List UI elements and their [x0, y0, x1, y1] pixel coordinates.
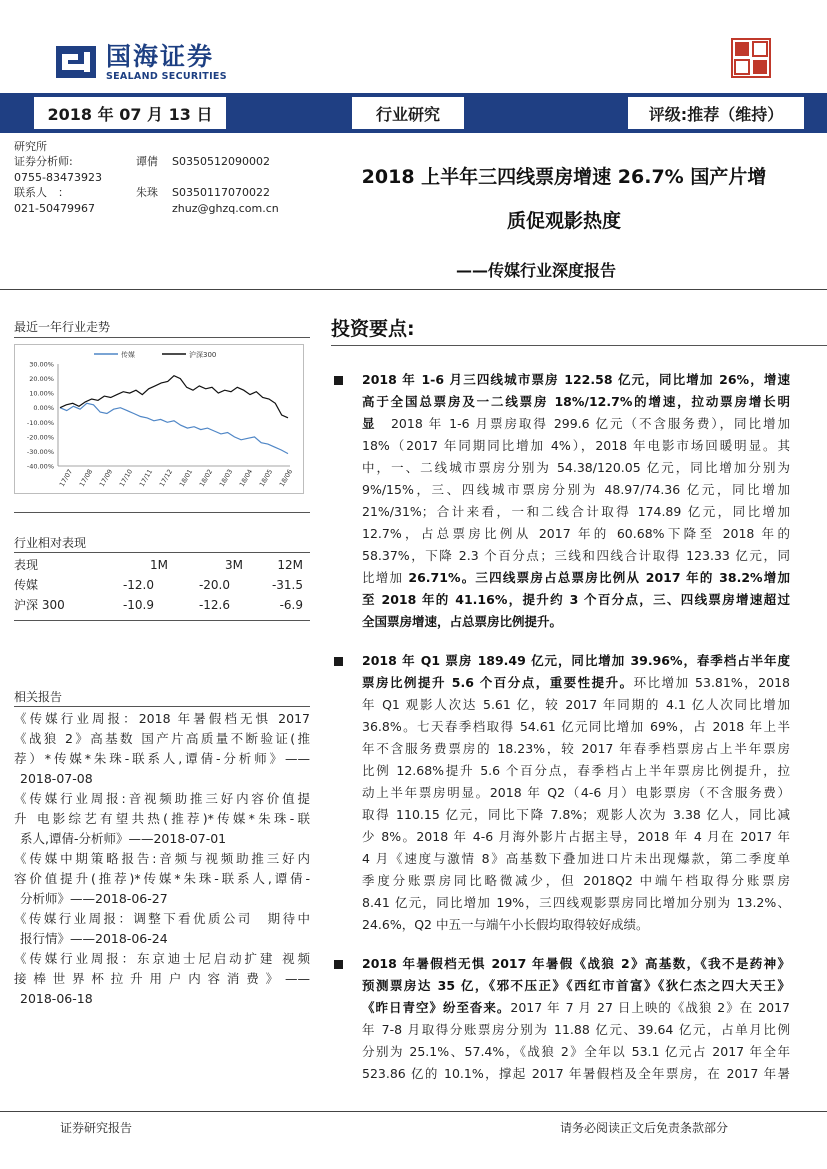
- body-text: 4 月《速度与激情 8》高基数下叠加进口片未出现爆款，第二季度单: [362, 851, 790, 866]
- x-tick-label: 18/06: [277, 467, 295, 489]
- paragraph-line: [362, 479, 790, 501]
- bold-text: 显: [362, 416, 377, 431]
- divider: [14, 552, 310, 553]
- x-tick-label: 18/04: [237, 467, 255, 489]
- related-report-line: 荐）*传媒*朱珠-联系人,谭倩-分析师》——: [14, 751, 310, 766]
- highlight-paragraph: [362, 650, 790, 936]
- brand-logo: [54, 40, 227, 84]
- body-text: 年不含服务费票房的 18.23%，较 2017 年春季档票房占上半年票房: [362, 741, 790, 756]
- y-tick-label: -10.00%: [26, 418, 54, 427]
- body-text: 24.6%，Q2 中五一与端午小长假均取得较好成绩。: [362, 917, 649, 932]
- series-line: [60, 376, 288, 418]
- x-tick-label: 18/03: [217, 467, 235, 489]
- paragraph-line: [362, 435, 790, 457]
- brand-name-cn: 国海证券: [106, 41, 215, 71]
- y-tick-label: -30.00%: [26, 447, 54, 456]
- bullet-icon: [334, 960, 343, 969]
- bullet-icon: [334, 376, 343, 385]
- body-text: 季度分账票房同比略微减少，但 2018Q2 中端午档取得分账票房: [362, 873, 790, 888]
- research-seal-icon: [731, 38, 771, 78]
- paragraph-line: [362, 457, 790, 479]
- paragraph-line: [362, 1041, 790, 1063]
- paragraph-line: [362, 694, 790, 716]
- paragraph-line: [362, 997, 790, 1019]
- paragraph-line: [362, 413, 790, 435]
- body-text: 比例 12.68%提升 5.6 个百分点，春季档占上半年票房比例提升，拉: [362, 763, 790, 778]
- contact-row: 0755-83473923: [14, 170, 102, 184]
- email-link[interactable]: zhuz@ghzq.com.cn: [172, 201, 279, 215]
- paragraph-line: [362, 738, 790, 760]
- x-tick-label: 17/09: [97, 467, 115, 489]
- x-tick-label: 17/08: [77, 467, 95, 489]
- report-category: 行业研究: [352, 97, 464, 129]
- x-tick-label: 17/07: [57, 467, 75, 489]
- body-text: 8.41 亿元，同比增加 19%，三四线观影票房同比增加分别为 13.2%、: [362, 895, 790, 910]
- paragraph-line: [362, 1019, 790, 1041]
- paragraph-line: [362, 1063, 790, 1085]
- x-tick-label: 18/02: [197, 467, 215, 489]
- footer-disclaimer: 请务必阅读正文后免责条款部分: [560, 1121, 729, 1135]
- paragraph-line: [362, 826, 790, 848]
- paragraph-line: [362, 611, 790, 633]
- body-text: 58.37%，下降 2.3 个百分点；三线和四线合计取得 123.33 亿元，同: [362, 548, 790, 563]
- body-text: 2017 年 7 月 27 日上映的《战狼 2》在 2017: [510, 1000, 790, 1015]
- body-text: 取得 110.15 亿元，同比下降 7.8%；观影人次为 3.38 亿人，同比减: [362, 807, 790, 822]
- related-report-line: 容价值提升(推荐)*传媒*朱珠-联系人,谭倩-: [14, 871, 310, 886]
- paragraph-line: [362, 804, 790, 826]
- paragraph-line: [362, 672, 790, 694]
- body-text: 523.86 亿的 10.1%，撑起 2017 年暑假档及全年票房，在 2017 年暑: [362, 1066, 790, 1081]
- related-report-line: 《传媒行业周报：2018 年暑假档无惧 2017: [14, 711, 310, 726]
- highlight-paragraph: [362, 369, 790, 633]
- y-tick-label: 0.00%: [33, 404, 54, 413]
- y-tick-label: -40.00%: [26, 462, 54, 471]
- related-report-line: 《传媒中期策略报告:音频与视频助推三好内: [14, 851, 310, 866]
- x-tick-label: 18/01: [177, 467, 195, 489]
- report-rating: 评级:推荐（维持）: [628, 97, 804, 129]
- related-report-line: 系人,谭倩-分析师》——2018-07-01: [20, 831, 227, 846]
- bold-text: 高于全国总票房及一二线票房 18%/12.7%的增速，拉动票房增长明: [362, 394, 790, 409]
- sealand-logo-icon: [54, 42, 98, 82]
- y-tick-label: -20.00%: [26, 433, 54, 442]
- body-text: 动上半年票房明显。2018 年 Q2（4-6 月）电影票房（不含服务费）: [362, 785, 790, 800]
- bold-text: 预测票房达 35 亿，《邪不压正》《西红市首富》《狄仁杰之四大天王》: [362, 978, 790, 993]
- body-text: 9%/15%，三、四线城市票房分别为 48.97/74.36 亿元，同比增加: [362, 482, 790, 497]
- bold-text: 2018 年 1-6 月三四线城市票房 122.58 亿元，同比增加 26%，增速: [362, 372, 790, 387]
- related-report-line: 《传媒行业周报：东京迪士尼启动扩建 视频: [14, 951, 310, 966]
- analyst-contacts: [14, 139, 279, 216]
- series-line: [60, 403, 288, 453]
- related-report-line: 2018-06-18: [20, 991, 93, 1006]
- table-row: 沪深 300 -10.9 -12.6 -6.9: [14, 598, 303, 612]
- highlight-paragraph: [362, 953, 790, 1085]
- paragraph-line: [362, 501, 790, 523]
- paragraph-line: [362, 716, 790, 738]
- paragraph-line: [362, 589, 790, 611]
- body-text: 年 7-8 月取得分账票房分别为 11.88 亿元、39.64 亿元，占单月比例: [362, 1022, 790, 1037]
- body-text: 年 Q1 观影人次达 5.61 亿，较 2017 年同期的 4.1 亿人次同比增加: [362, 697, 790, 712]
- related-report-line: 接棒世界杯拉升用户内容消费》——: [14, 971, 310, 986]
- paragraph-line: [362, 870, 790, 892]
- paragraph-line: [362, 848, 790, 870]
- y-tick-label: 10.00%: [29, 389, 54, 398]
- paragraph-line: [362, 782, 790, 804]
- report-date: 2018 年 07 月 13 日: [34, 97, 226, 129]
- bold-text: 至 2018 年的 41.16%，提升约 3 个百分点，三、四线票房增速超过: [362, 592, 790, 607]
- footer-label: 证券研究报告: [60, 1121, 133, 1135]
- paragraph-line: [362, 545, 790, 567]
- bold-text: 2018 年 Q1 票房 189.49 亿元，同比增加 39.96%，春季档占半年度: [362, 653, 790, 668]
- contact-row: 联系人 ： 朱珠 S0350117070022: [14, 186, 270, 200]
- body-text: 12.7%，占总票房比例从 2017 年的 60.68%下降至 2018 年的: [362, 526, 790, 541]
- bullet-icon: [334, 657, 343, 666]
- related-report-line: 报行情》——2018-06-24: [20, 931, 168, 946]
- report-subtitle: ——传媒行业深度报告: [456, 261, 617, 280]
- divider: [14, 512, 310, 513]
- performance-label: 行业相对表现: [14, 536, 87, 550]
- divider: [14, 620, 310, 621]
- bold-text: 全国票房增速，占总票房比例提升。: [362, 614, 563, 629]
- x-tick-label: 17/12: [157, 467, 175, 489]
- related-reports-list: [14, 709, 310, 1009]
- investment-highlights-heading: 投资要点:: [331, 318, 415, 340]
- body-text: 分别为 25.1%、57.4%，《战狼 2》全年以 53.1 亿元占 2017 年全年: [362, 1044, 790, 1059]
- dept-label: 研究所: [14, 140, 47, 153]
- table-header-row: 表现 1M 3M 12M: [14, 558, 303, 572]
- body-text: 18%（2017 年同期同比增加 4%），2018 年电影市场回暖明显。其: [362, 438, 790, 453]
- related-report-line: 《传媒行业周报：调整下看优质公司 期待中: [14, 911, 310, 926]
- x-tick-label: 17/10: [117, 467, 135, 489]
- related-reports-label: 相关报告: [14, 690, 63, 704]
- paragraph-line: [362, 760, 790, 782]
- legend-label: 传媒: [121, 351, 135, 359]
- contact-row: 证券分析师: 谭倩 S0350512090002: [14, 155, 270, 169]
- paragraph-line: [362, 650, 790, 672]
- paragraph-line: [362, 892, 790, 914]
- body-text: 2018 年 1-6 月票房取得 299.6 亿元（不含服务费），同比增加: [376, 416, 790, 431]
- related-report-line: 2018-07-08: [20, 771, 93, 786]
- x-tick-label: 18/05: [257, 467, 275, 489]
- report-title: 2018 上半年三四线票房增速 26.7% 国产片增 质促观影热度: [361, 166, 767, 232]
- performance-table: [14, 555, 309, 615]
- contact-row: 021-50479967 zhuz@ghzq.com.cn: [14, 201, 279, 215]
- related-report-line: 《传媒行业周报:音视频助推三好内容价值提: [14, 791, 310, 806]
- y-tick-label: 20.00%: [29, 375, 54, 384]
- bold-text: 票房比例提升 5.6 个百分点，重要性提升。: [362, 675, 634, 690]
- divider: [14, 337, 310, 338]
- related-report-line: 《战狼 2》高基数 国产片高质量不断验证(推: [14, 731, 310, 746]
- paragraph-line: [362, 523, 790, 545]
- trend-label: 最近一年行业走势: [14, 320, 111, 334]
- body-text: 环比增加 53.81%，2018: [633, 675, 790, 690]
- y-tick-label: 30.00%: [29, 360, 54, 369]
- industry-trend-chart: [14, 344, 304, 494]
- brand-name-en: SEALAND SECURITIES: [106, 70, 227, 82]
- divider: [331, 345, 827, 346]
- related-report-line: 升 电影综艺有望共热(推荐)*传媒*朱珠-联: [14, 811, 310, 826]
- paragraph-line: [362, 975, 790, 997]
- divider: [14, 706, 310, 707]
- table-row: 传媒 -12.0 -20.0 -31.5: [14, 578, 303, 592]
- body-text: 中，一、二线城市票房分别为 54.38/120.05 亿元，同比增加分别为: [362, 460, 790, 475]
- paragraph-line: [362, 914, 790, 936]
- paragraph-line: [362, 953, 790, 975]
- body-text: 少 8%。2018 年 4-6 月海外影片占据主导，2018 年 4 月在 2017 年: [362, 829, 790, 844]
- body-text: 比增加: [362, 570, 409, 585]
- x-tick-label: 17/11: [137, 467, 155, 489]
- related-report-line: 分析师》——2018-06-27: [20, 891, 168, 906]
- paragraph-line: [362, 567, 790, 589]
- header-divider: [0, 289, 827, 290]
- body-text: 36.8%。七天春季档取得 54.61 亿元同比增加 69%，占 2018 年上半: [362, 719, 790, 734]
- bold-text: 2018 年暑假档无惧 2017 年暑假《战狼 2》高基数，《我不是药神》: [362, 956, 790, 971]
- paragraph-line: [362, 369, 790, 391]
- bold-text: 《昨日青空》纷至沓来。: [362, 1000, 511, 1015]
- body-text: 21%/31%；合计来看，一和二线合计取得 174.89 亿元，同比增加: [362, 504, 790, 519]
- footer-divider: [0, 1111, 827, 1112]
- paragraph-line: [362, 391, 790, 413]
- bold-text: 26.71%。三四线票房占总票房比例从 2017 年的 38.2%增加: [408, 570, 790, 585]
- legend-label: 沪深300: [189, 351, 217, 359]
